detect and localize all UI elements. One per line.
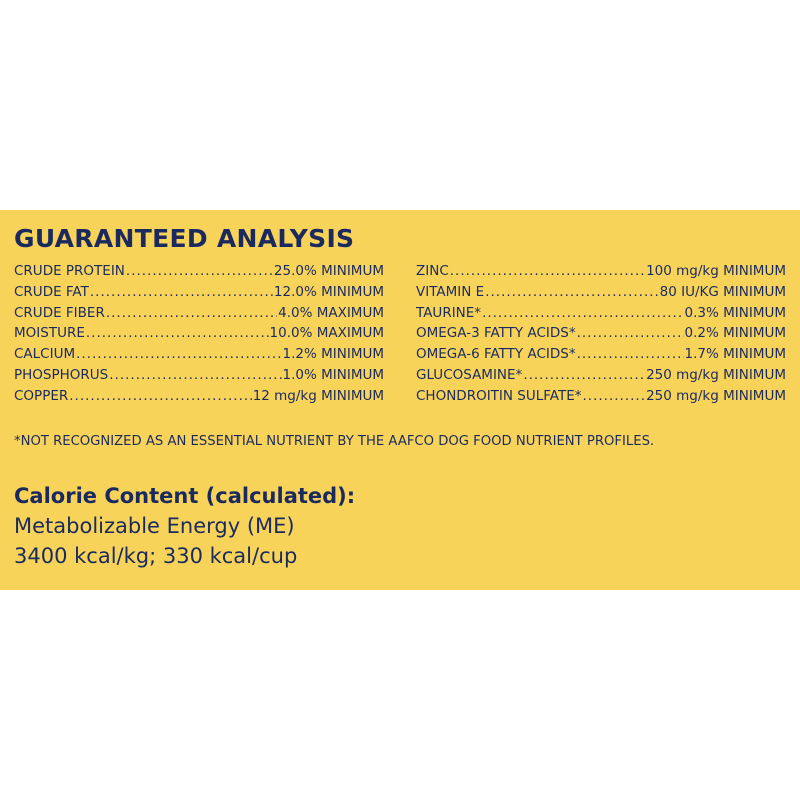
nutrient-name: PHOSPHORUS xyxy=(14,366,109,383)
nutrient-value: 10.0% MAXIMUM xyxy=(269,325,384,342)
nutrient-row-vitamin-e xyxy=(416,284,786,305)
dot-leader xyxy=(583,388,646,404)
dot-leader xyxy=(106,305,277,321)
nutrient-value: 12 mg/kg MINIMUM xyxy=(252,387,384,404)
dot-leader xyxy=(523,367,645,383)
dot-leader xyxy=(126,263,273,279)
nutrient-name: TAURINE* xyxy=(416,304,482,321)
nutrient-value: 25.0% MINIMUM xyxy=(273,263,384,279)
nutrient-value: 0.3% MINIMUM xyxy=(684,304,786,321)
nutrient-row-omega-3 xyxy=(416,325,786,346)
nutrient-name: OMEGA-6 FATTY ACIDS* xyxy=(416,346,576,363)
analysis-right-column xyxy=(416,263,786,409)
dot-leader xyxy=(109,367,281,383)
nutrient-value: 80 IU/KG MINIMUM xyxy=(659,283,786,300)
calorie-values: 3400 kcal/kg; 330 kcal/cup xyxy=(14,544,298,568)
dot-leader xyxy=(577,346,684,362)
calorie-content-title: Calorie Content (calculated): xyxy=(14,484,356,508)
nutrient-name: GLUCOSAMINE* xyxy=(416,366,523,383)
aafco-footnote: *NOT RECOGNIZED AS AN ESSENTIAL NUTRIENT BY THE AAFCO DOG FOOD NUTRIENT PROFILES. xyxy=(14,434,655,449)
nutrient-name: CRUDE PROTEIN xyxy=(14,263,125,279)
nutrient-row-chondroitin xyxy=(416,388,786,409)
nutrient-name: OMEGA-3 FATTY ACIDS* xyxy=(416,325,576,342)
dot-leader xyxy=(76,346,281,362)
dot-leader xyxy=(450,263,645,279)
nutrient-name: CRUDE FIBER xyxy=(14,304,105,321)
nutrient-row-glucosamine xyxy=(416,367,786,388)
dot-leader xyxy=(482,305,683,321)
nutrient-name: CRUDE FAT xyxy=(14,283,89,300)
nutrient-name: CALCIUM xyxy=(14,346,76,363)
nutrient-value: 1.7% MINIMUM xyxy=(684,346,786,363)
nutrient-name: MOISTURE xyxy=(14,325,85,342)
nutrient-value: 0.2% MINIMUM xyxy=(684,325,786,342)
metabolizable-energy-label: Metabolizable Energy (ME) xyxy=(14,514,295,538)
dot-leader xyxy=(90,284,273,300)
nutrient-row-omega-6 xyxy=(416,346,786,367)
dot-leader xyxy=(69,388,251,404)
nutrient-value: 250 mg/kg MINIMUM xyxy=(646,387,786,404)
nutrient-name: CHONDROITIN SULFATE* xyxy=(416,387,582,404)
nutrient-name: VITAMIN E xyxy=(416,283,485,300)
nutrient-value: 250 mg/kg MINIMUM xyxy=(646,366,786,383)
nutrient-name: ZINC xyxy=(416,263,449,279)
nutrient-row-crude-fat xyxy=(14,284,384,305)
nutrient-value: 1.2% MINIMUM xyxy=(282,346,384,363)
nutrient-row-calcium xyxy=(14,346,384,367)
nutrient-value: 12.0% MINIMUM xyxy=(273,283,384,300)
dot-leader xyxy=(86,325,269,341)
nutrient-row-moisture xyxy=(14,325,384,346)
analysis-left-column xyxy=(14,263,384,409)
nutrient-row-crude-protein xyxy=(14,263,384,284)
analysis-title: GUARANTEED ANALYSIS xyxy=(14,224,355,253)
nutrient-row-copper xyxy=(14,388,384,409)
nutrient-value: 1.0% MINIMUM xyxy=(282,366,384,383)
nutrient-name: COPPER xyxy=(14,387,69,404)
nutrient-row-zinc xyxy=(416,263,786,284)
guaranteed-analysis-panel xyxy=(0,210,800,590)
nutrient-row-phosphorus xyxy=(14,367,384,388)
dot-leader xyxy=(577,325,684,341)
nutrient-value: 4.0% MAXIMUM xyxy=(278,304,384,321)
nutrient-row-taurine xyxy=(416,305,786,326)
nutrient-value: 100 mg/kg MINIMUM xyxy=(646,263,786,279)
nutrient-row-crude-fiber xyxy=(14,305,384,326)
dot-leader xyxy=(485,284,658,300)
